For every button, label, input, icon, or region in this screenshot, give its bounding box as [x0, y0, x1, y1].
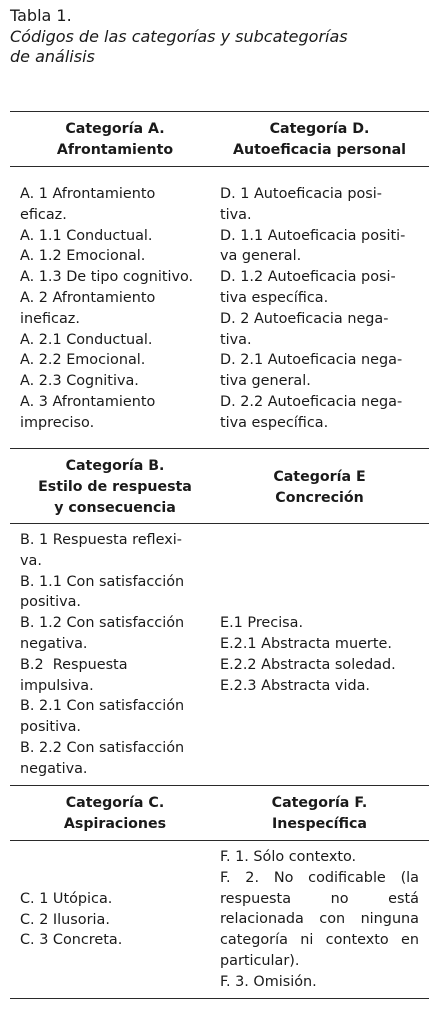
- code-line: eficaz.: [20, 206, 67, 223]
- category-d-header: [210, 119, 429, 161]
- code-line: D. 1.2 Autoeficacia posi-: [220, 269, 396, 286]
- category-c-header: [10, 793, 210, 835]
- code-line: A. 3 Afrontamiento: [20, 393, 156, 410]
- category-a-header: [10, 119, 210, 161]
- code-line: A. 2.1 Conductual.: [20, 331, 153, 348]
- code-line: tiva específica.: [220, 289, 329, 306]
- code-line: tiva.: [220, 331, 252, 348]
- code-line: impreciso.: [20, 414, 95, 431]
- code-line: C. 3 Concreta.: [20, 932, 123, 949]
- header-rule-3: [10, 840, 429, 841]
- table-bottom-rule: [10, 998, 429, 999]
- section-rule-2: [10, 785, 429, 786]
- code-line: C. 2 Ilusoria.: [20, 911, 110, 928]
- category-f-codes: [210, 847, 429, 993]
- code-line: D. 2.2 Autoeficacia nega-: [220, 393, 403, 410]
- header-line: Categoría D.: [269, 121, 370, 137]
- code-line: positiva.: [20, 719, 81, 736]
- section-2-body-row: [10, 530, 429, 780]
- section-3-header-row: [10, 793, 429, 835]
- category-c-codes: [10, 847, 210, 993]
- code-line: D. 2.1 Autoeficacia nega-: [220, 352, 403, 369]
- code-line: va general.: [220, 248, 302, 265]
- code-line: A. 2.2 Emocional.: [20, 352, 146, 369]
- code-line: ineficaz.: [20, 310, 80, 327]
- header-rule-1: [10, 166, 429, 167]
- code-line: E.2.3 Abstracta vida.: [220, 677, 370, 694]
- section-1-body-row: [10, 184, 429, 434]
- code-line: negativa.: [20, 635, 88, 652]
- header-line: y consecuencia: [54, 500, 176, 516]
- code-line: B. 2.1 Con satisfacción: [20, 698, 185, 715]
- header-line: Aspiraciones: [63, 816, 167, 832]
- header-line: Categoría B.: [65, 458, 165, 474]
- code-line: D. 2 Autoeficacia nega-: [220, 310, 389, 327]
- header-line: Categoría A.: [65, 121, 165, 137]
- code-line: E.2.1 Abstracta muerte.: [220, 636, 392, 653]
- code-line: impulsiva.: [20, 677, 94, 694]
- category-b-header: [10, 456, 210, 519]
- code-line: A. 1.3 De tipo cognitivo.: [20, 269, 194, 286]
- table-title-line-1: Códigos de las categorías y subcategorías: [10, 26, 348, 46]
- code-line: D. 1 Autoeficacia posi-: [220, 186, 382, 202]
- header-line: Categoría E: [273, 468, 366, 485]
- header-line: Autoeficacia personal: [232, 142, 407, 158]
- code-line: B.2 Respuesta: [20, 656, 128, 673]
- code-line: A. 2 Afrontamiento: [20, 289, 156, 306]
- code-line: E.2.2 Abstracta soledad.: [220, 657, 396, 673]
- code-line: A. 1.2 Emocional.: [20, 248, 146, 265]
- code-line: va.: [20, 552, 42, 569]
- header-line: Estilo de respuesta: [38, 479, 192, 495]
- header-line: Categoría C.: [65, 795, 165, 811]
- category-e-header: [210, 456, 429, 519]
- code-line: F. 2. No codificable (la respuesta no está relacionada con ninguna categoría ni contexto en particular).: [220, 869, 419, 969]
- category-b-codes: [10, 530, 210, 780]
- code-line: negativa.: [20, 760, 88, 777]
- code-line: A. 2.3 Cognitiva.: [20, 373, 139, 390]
- code-line: A. 1.1 Conductual.: [20, 227, 153, 244]
- code-line: D. 1.1 Autoeficacia positi-: [220, 227, 406, 244]
- header-line: Inespecífica: [272, 816, 367, 832]
- table-label: Tabla 1.: [10, 6, 72, 25]
- header-line: Categoría F.: [271, 795, 368, 811]
- category-e-codes: [210, 530, 429, 780]
- code-line: B. 1.1 Con satisfacción: [20, 573, 185, 590]
- table-top-rule: [10, 111, 429, 112]
- section-rule-1: [10, 448, 429, 449]
- header-rule-2: [10, 523, 429, 524]
- header-line: Concreción: [275, 489, 364, 506]
- section-3-body-row: [10, 847, 429, 993]
- code-line: E.1 Precisa.: [220, 615, 304, 632]
- code-line: B. 1.2 Con satisfacción: [20, 615, 185, 632]
- category-a-codes: [10, 184, 210, 434]
- code-line: positiva.: [20, 594, 81, 611]
- category-f-header: [210, 793, 429, 835]
- table-title-line-2: de análisis: [10, 47, 95, 66]
- code-line: B. 2.2 Con satisfacción: [20, 739, 185, 756]
- code-line: B. 1 Respuesta reflexi-: [20, 532, 182, 548]
- code-line: F. 3. Omisión.: [220, 973, 317, 990]
- section-2-header-row: [10, 456, 429, 519]
- header-line: Afrontamiento: [56, 142, 174, 158]
- code-line: F. 1. Sólo contexto.: [220, 849, 357, 865]
- code-line: C. 1 Utópica.: [20, 890, 113, 907]
- code-line: tiva.: [220, 206, 252, 223]
- category-d-codes: [210, 184, 429, 434]
- code-line: tiva general.: [220, 373, 311, 390]
- table-caption: [10, 6, 348, 68]
- code-line: A. 1 Afrontamiento: [20, 186, 156, 202]
- code-line: tiva específica.: [220, 414, 329, 431]
- section-1-header-row: [10, 119, 429, 161]
